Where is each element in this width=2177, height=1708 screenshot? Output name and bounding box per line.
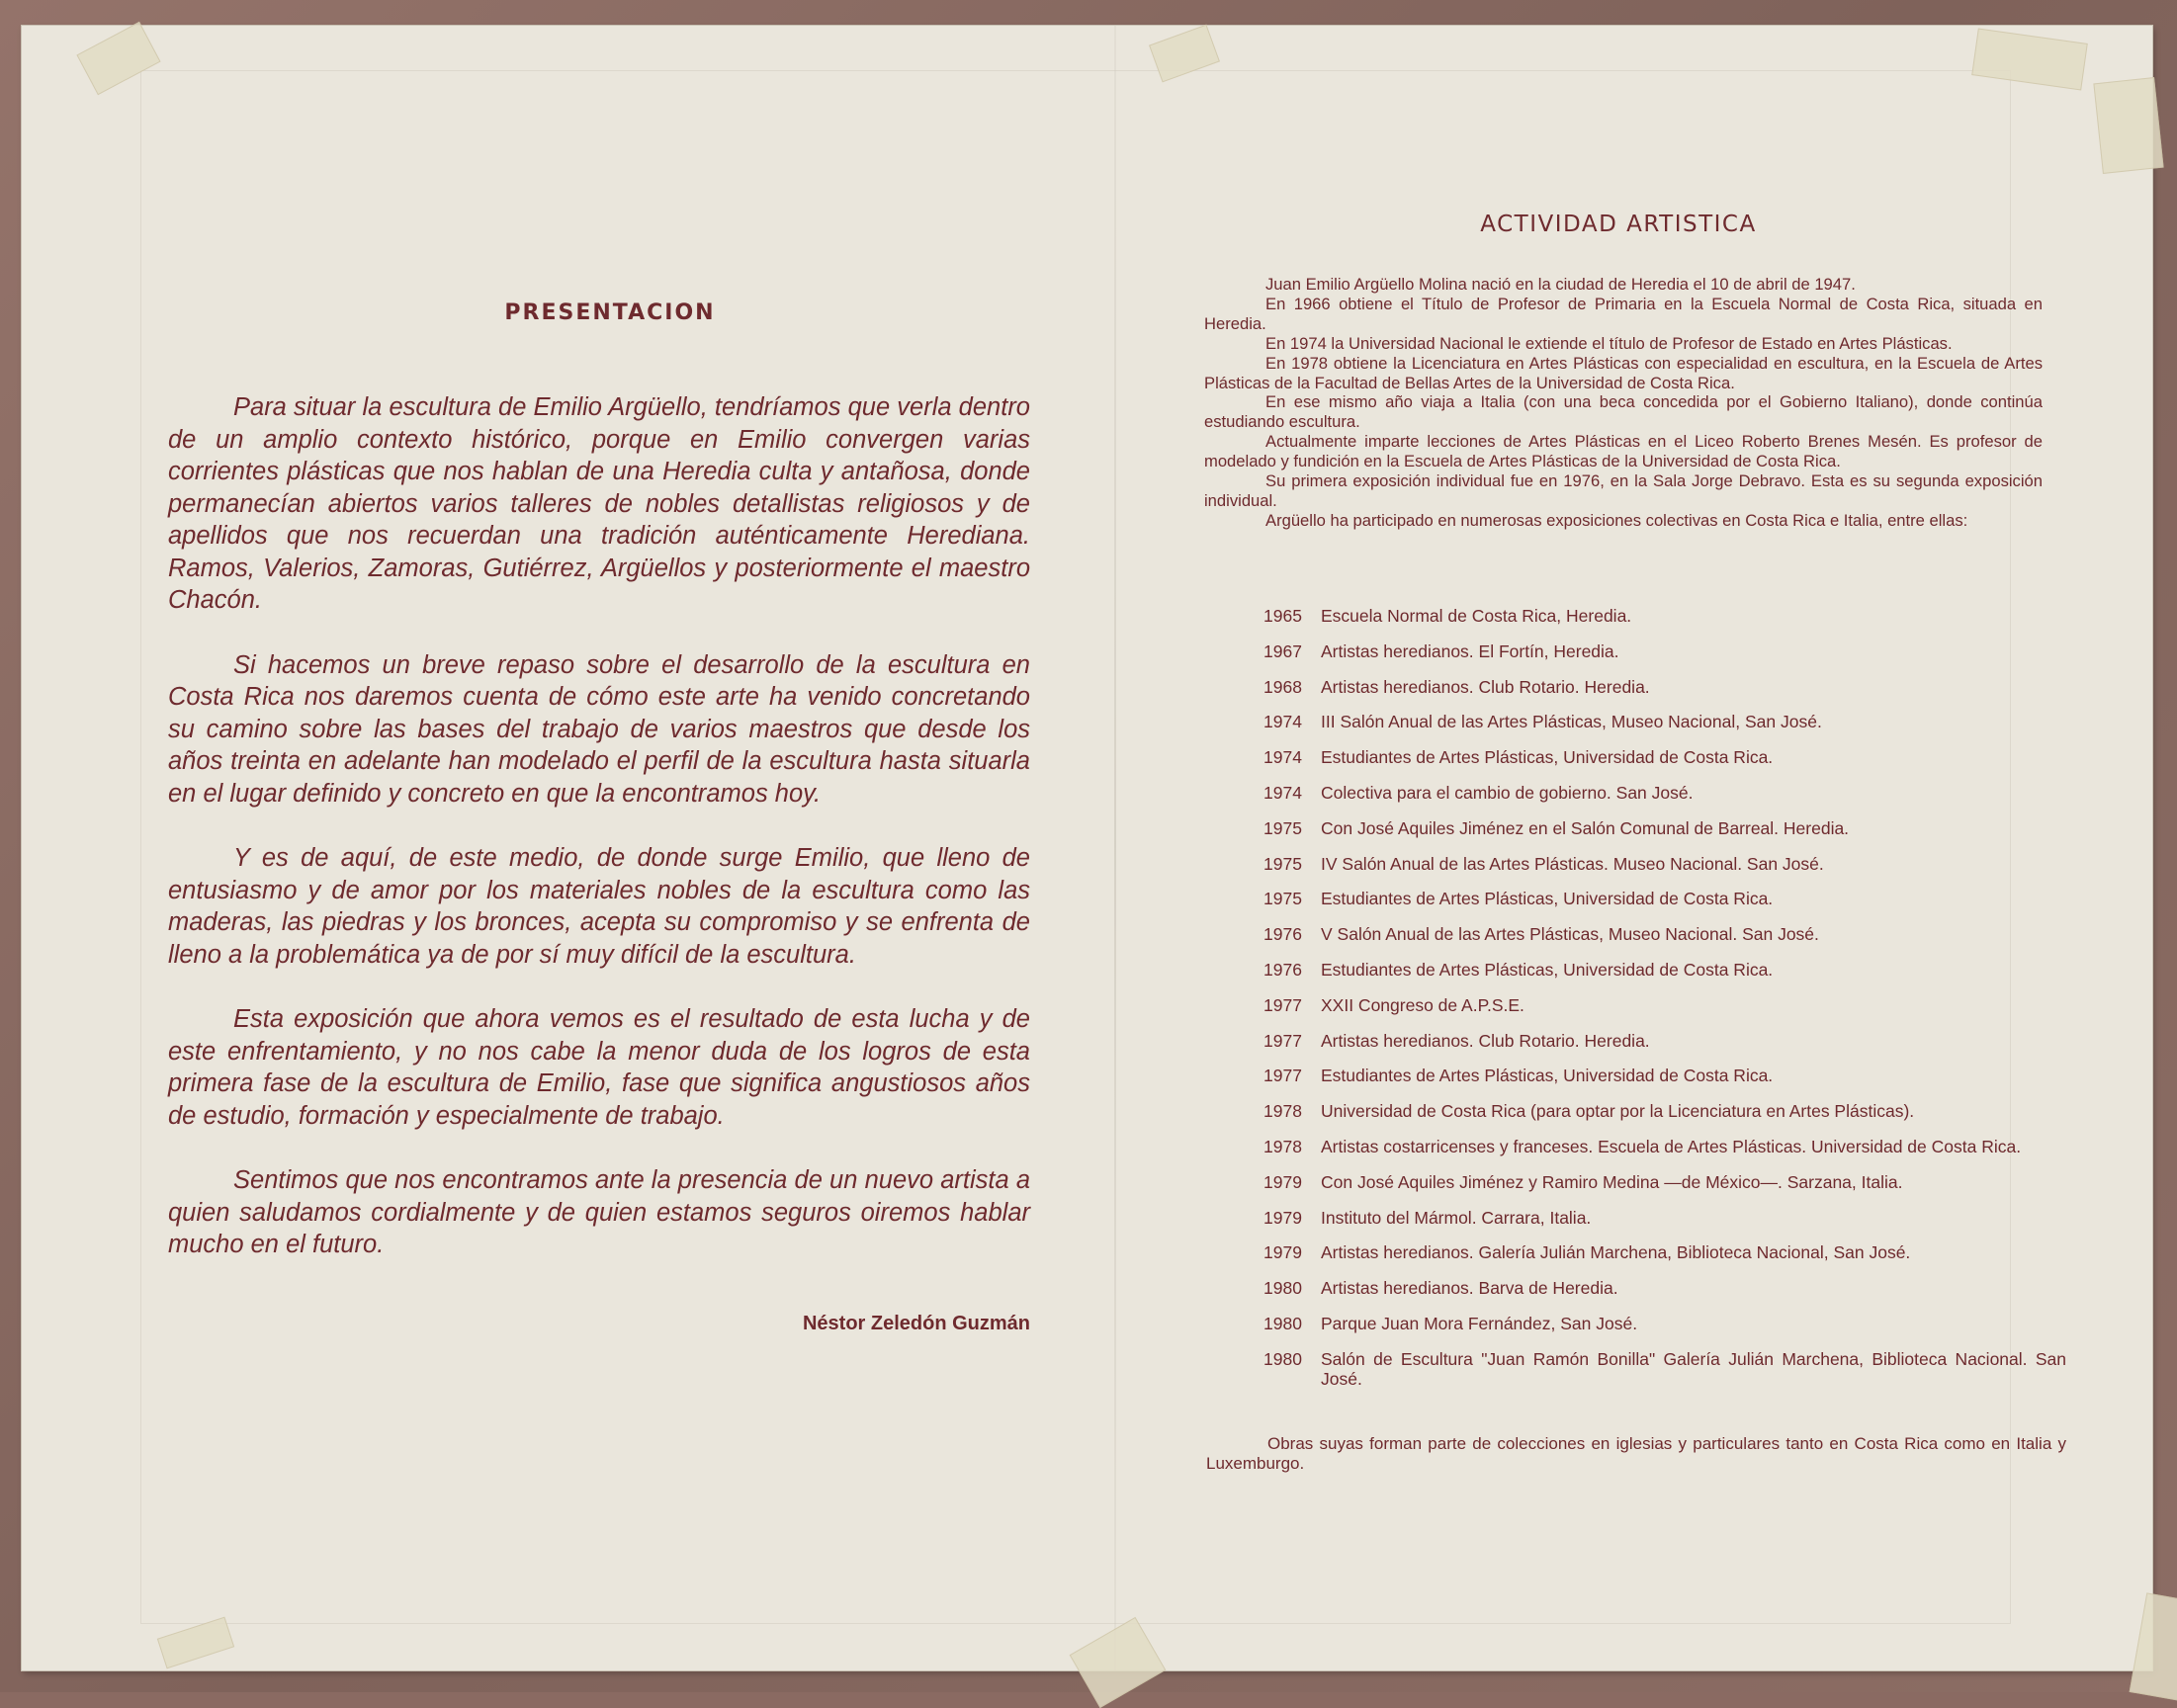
exhibition-description: Artistas heredianos. Barva de Heredia. [1321,1278,1618,1299]
exhibition-description: Artistas heredianos. Galería Julián Marchena, Biblioteca Nacional, San José. [1321,1242,1911,1263]
bio-paragraph: Su primera exposición individual fue en 1976, en la Sala Jorge Debravo. Esta es su segunda exposición individual. [1204,471,2043,510]
exhibition-description: Parque Juan Mora Fernández, San José. [1321,1313,1638,1333]
exhibition-row [1263,995,2066,1016]
bio-paragraph: En ese mismo año viaja a Italia (con una beca concedida por el Gobierno Italiano), donde continúa estudiando escultura. [1204,392,2043,432]
exhibition-description: Colectiva para el cambio de gobierno. San José. [1321,782,1694,803]
exhibition-year: 1977 [1263,1030,1302,1051]
presentacion-text [168,391,1030,1294]
exhibition-description: Estudiantes de Artes Plásticas, Universidad de Costa Rica. [1321,747,1774,768]
exhibition-description: Escuela Normal de Costa Rica, Heredia. [1321,606,1632,626]
exhibition-row [1263,924,2066,945]
closing-paragraph: Obras suyas forman parte de colecciones en iglesias y particulares tanto en Costa Rica como en Italia y Luxemburgo. [1206,1434,2066,1473]
presentacion-paragraph: Esta exposición que ahora vemos es el resultado de esta lucha y de este enfrentamiento, y no nos cabe la menor duda de los logros de esta primera fase de la escultura de Emilio, fase que significa angustiosos años de estudio, formación y especialmente de trabajo. [168,1005,1030,1130]
exhibition-year: 1975 [1263,817,1302,838]
exhibition-description: V Salón Anual de las Artes Plásticas, Museo Nacional. San José. [1321,924,1819,945]
exhibition-description: Artistas heredianos. Club Rotario. Heredia. [1321,1030,1650,1051]
actividad-title: ACTIVIDAD ARTISTICA [1480,212,1757,237]
exhibition-row [1263,1208,2066,1229]
exhibition-description: Con José Aquiles Jiménez en el Salón Comunal de Barreal. Heredia. [1321,817,1850,838]
exhibition-row [1263,818,2066,839]
collections-note [1206,1434,2066,1474]
exhibition-year: 1977 [1263,1066,1302,1086]
exhibition-row [1263,1101,2066,1122]
exhibition-description: Con José Aquiles Jiménez y Ramiro Medina —de México—. Sarzana, Italia. [1321,1171,1903,1192]
exhibition-year: 1974 [1263,712,1302,732]
tape-piece [2093,77,2163,174]
exhibition-description: Artistas heredianos. El Fortín, Heredia. [1321,640,1619,661]
exhibition-description: XXII Congreso de A.P.S.E. [1321,994,1524,1015]
exhibition-year: 1975 [1263,889,1302,909]
exhibition-row [1263,1278,2066,1299]
tape-piece [2130,1592,2177,1702]
exhibition-row [1263,1172,2066,1193]
tape-piece [1070,1617,1167,1708]
tape-piece [157,1617,234,1669]
program-sheet [22,26,2152,1670]
exhibition-row [1263,1031,2066,1052]
exhibition-row [1263,1242,2066,1263]
exhibition-year: 1976 [1263,924,1302,945]
exhibition-description: Universidad de Costa Rica (para optar por la Licenciatura en Artes Plásticas). [1321,1101,1915,1122]
exhibition-list [1263,606,2066,1405]
exhibition-year: 1980 [1263,1278,1302,1299]
bio-paragraph: En 1974 la Universidad Nacional le extiende el título de Profesor de Estado en Artes Plásticas. [1265,333,1953,353]
exhibition-year: 1980 [1263,1313,1302,1333]
exhibition-description: Artistas heredianos. Club Rotario. Heredia. [1321,676,1650,697]
exhibition-description: Estudiantes de Artes Plásticas, Universidad de Costa Rica. [1321,1066,1774,1086]
exhibition-year: 1975 [1263,853,1302,874]
exhibition-row [1263,1314,2066,1334]
exhibition-year: 1967 [1263,640,1302,661]
bio-paragraph: En 1978 obtiene la Licenciatura en Artes Plásticas con especialidad en escultura, en la Escuela de Artes Plásticas de la Facultad de Bellas Artes de la Universidad de Costa Rica. [1204,353,2043,392]
exhibition-year: 1965 [1263,606,1302,626]
exhibition-year: 1978 [1263,1136,1302,1156]
biography [1204,275,2043,531]
bio-paragraph: Argüello ha participado en numerosas exposiciones colectivas en Costa Rica e Italia, entre ellas: [1265,510,1968,530]
center-fold [1114,26,1116,1670]
exhibition-year: 1974 [1263,782,1302,803]
exhibition-row [1263,606,2066,627]
exhibition-row [1263,747,2066,768]
exhibition-description: Instituto del Mármol. Carrara, Italia. [1321,1207,1592,1228]
exhibition-year: 1978 [1263,1101,1302,1122]
exhibition-year: 1974 [1263,747,1302,768]
exhibition-year: 1979 [1263,1207,1302,1228]
exhibition-year: 1979 [1263,1171,1302,1192]
exhibition-description: Salón de Escultura "Juan Ramón Bonilla" Galería Julián Marchena, Biblioteca Nacional. San José. [1321,1348,2066,1390]
exhibition-row [1263,783,2066,804]
exhibition-row [1263,1066,2066,1086]
exhibition-year: 1976 [1263,959,1302,980]
presentacion-paragraph: Y es de aquí, de este medio, de donde surge Emilio, que lleno de entusiasmo y de amor por los materiales nobles de la escultura como las maderas, las piedras y los bronces, acepta su compromiso y se enfrenta de lleno a la problemática ya de por sí muy difícil de la escultura. [168,844,1030,969]
exhibition-row [1263,889,2066,909]
exhibition-row [1263,641,2066,662]
exhibition-row [1263,677,2066,698]
presentacion-paragraph: Si hacemos un breve repaso sobre el desarrollo de la escultura en Costa Rica nos daremos cuenta de cómo este arte ha venido concretando su camino sobre las bases del trabajo de varios maestros que desde los años treinta en adelante han modelado el perfil de la escultura hasta situarla en el lugar definido y concreto en que la encontramos hoy. [168,650,1030,808]
exhibition-row [1263,712,2066,732]
exhibition-description: Estudiantes de Artes Plásticas, Universidad de Costa Rica. [1321,959,1774,980]
presentacion-paragraph: Sentimos que nos encontramos ante la presencia de un nuevo artista a quien saludamos cordialmente y de quien estamos seguros oiremos hablar mucho en el futuro. [168,1166,1030,1258]
bio-paragraph: Actualmente imparte lecciones de Artes Plásticas en el Liceo Roberto Brenes Mesén. Es profesor de modelado y fundición en la Escuela de Artes Plásticas de la Universidad de Costa Rica. [1204,432,2043,471]
author-signature: Néstor Zeledón Guzmán [802,1313,1030,1334]
exhibition-year: 1980 [1263,1348,1302,1369]
exhibition-row [1263,1137,2066,1157]
bio-paragraph: Juan Emilio Argüello Molina nació en la ciudad de Heredia el 10 de abril de 1947. [1265,275,1856,294]
exhibition-description: IV Salón Anual de las Artes Plásticas. Museo Nacional. San José. [1321,853,1824,874]
exhibition-row [1263,854,2066,875]
exhibition-year: 1968 [1263,676,1302,697]
exhibition-year: 1977 [1263,994,1302,1015]
exhibition-row [1263,960,2066,981]
presentacion-paragraph: Para situar la escultura de Emilio Argüello, tendríamos que verla dentro de un amplio contexto histórico, porque en Emilio convergen varias corrientes plásticas que nos hablan de una Heredia culta y antañosa, donde permanecían abiertos varios talleres de nobles detallistas religiosos y de apellidos que nos recuerdan una tradición auténticamente Herediana. Ramos, Valerios, Zamoras, Gutiérrez, Argüellos y posteriormente el maestro Chacón. [168,393,1030,614]
exhibition-description: III Salón Anual de las Artes Plásticas, Museo Nacional, San José. [1321,712,1822,732]
exhibition-year: 1979 [1263,1242,1302,1263]
bio-paragraph: En 1966 obtiene el Título de Profesor de Primaria en la Escuela Normal de Costa Rica, situada en Heredia. [1204,294,2043,333]
exhibition-row [1263,1349,2066,1390]
exhibition-description: Artistas costarricenses y franceses. Escuela de Artes Plásticas. Universidad de Costa Rica. [1321,1136,2022,1156]
presentacion-title: PRESENTACION [504,300,716,325]
exhibition-description: Estudiantes de Artes Plásticas, Universidad de Costa Rica. [1321,889,1774,909]
